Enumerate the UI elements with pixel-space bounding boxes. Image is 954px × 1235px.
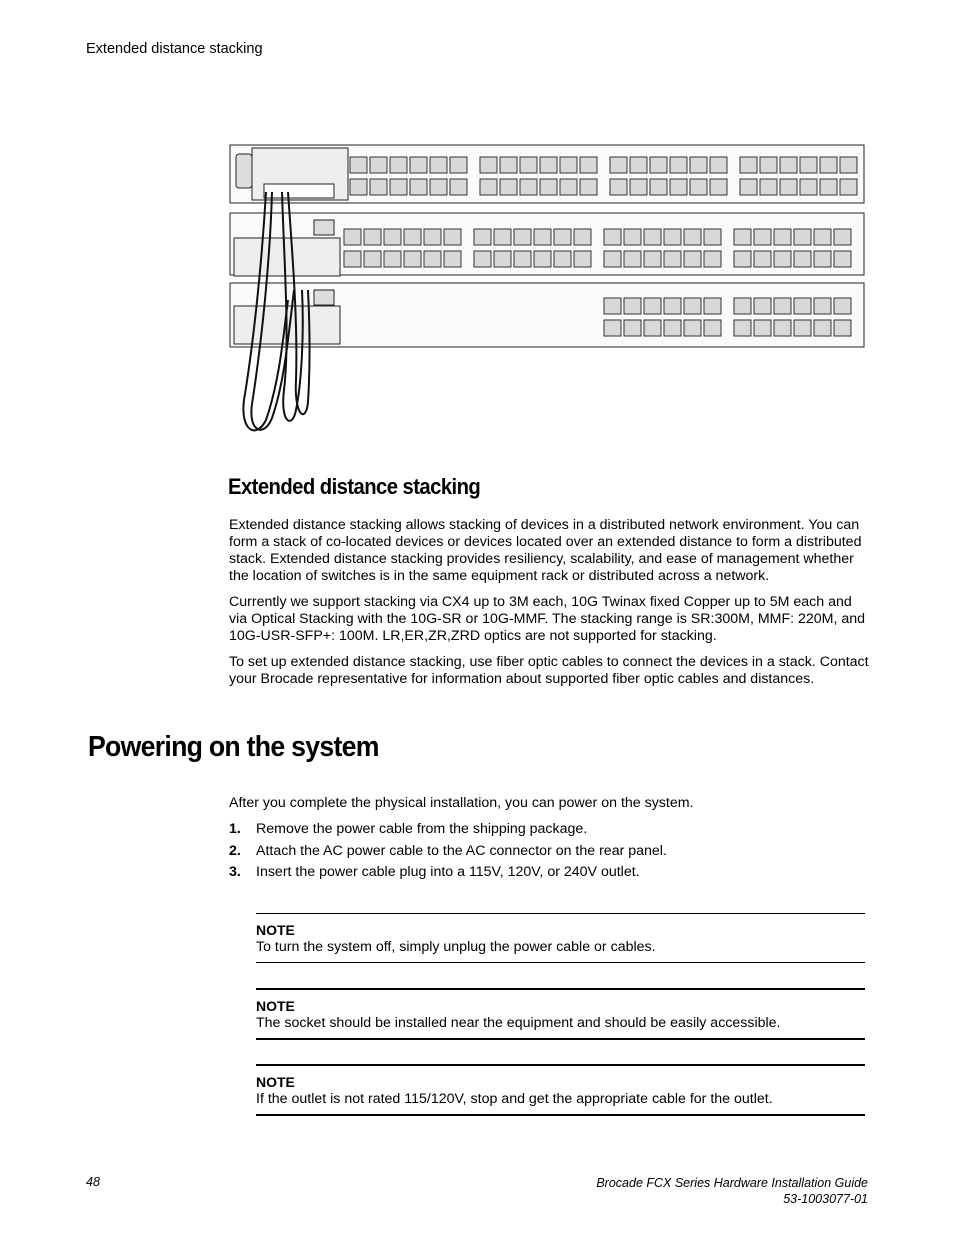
ethernet-port [684, 229, 701, 245]
ethernet-port [520, 179, 537, 195]
ethernet-port [514, 229, 531, 245]
ethernet-port [704, 298, 721, 314]
ethernet-port [800, 179, 817, 195]
ethernet-port [670, 179, 687, 195]
ethernet-port [704, 229, 721, 245]
steps-list [229, 821, 869, 886]
ethernet-port [814, 229, 831, 245]
footer-doc-info [596, 1175, 868, 1207]
running-header: Extended distance stacking [86, 41, 263, 57]
ethernet-port [474, 229, 491, 245]
ethernet-port [690, 179, 707, 195]
ethernet-port [684, 251, 701, 267]
ethernet-port [444, 251, 461, 267]
note-box [256, 1064, 865, 1116]
ethernet-port [390, 179, 407, 195]
doc-title: Brocade FCX Series Hardware Installation Guide [596, 1176, 868, 1190]
ethernet-port [684, 298, 701, 314]
ethernet-port [780, 157, 797, 173]
ethernet-port [410, 157, 427, 173]
ethernet-port [450, 157, 467, 173]
note-text: If the outlet is not rated 115/120V, stop and get the appropriate cable for the outlet. [256, 1091, 773, 1107]
ethernet-port [820, 179, 837, 195]
paragraph-3: To set up extended distance stacking, use fiber optic cables to connect the devices in a stack. Contact your Brocade representative for information about supported fiber optic cables and distances. [229, 654, 869, 687]
ethernet-port [664, 320, 681, 336]
ethernet-port [540, 157, 557, 173]
ethernet-port [664, 229, 681, 245]
doc-number: 53-1003077-01 [783, 1192, 868, 1206]
ethernet-port [814, 251, 831, 267]
ethernet-port [664, 298, 681, 314]
ethernet-port [500, 157, 517, 173]
ethernet-port [800, 157, 817, 173]
ethernet-port [670, 157, 687, 173]
page-number: 48 [86, 1175, 100, 1189]
ethernet-port [754, 229, 771, 245]
note-box [256, 913, 865, 963]
ethernet-port [540, 179, 557, 195]
ethernet-port [560, 179, 577, 195]
ethernet-port [734, 229, 751, 245]
paragraph-2: Currently we support stacking via CX4 up to 3M each, 10G Twinax fixed Copper up to 5M each and via Optical Stacking with the 10G-SR or 10G-MMF. The stacking range is SR:300M, MMF: 220M, and 10G-USR-SFP+: 100M. LR,ER,ZR,ZRD optics are not supported for stacking. [229, 594, 866, 644]
note-label: NOTE [256, 1074, 295, 1090]
ethernet-port [430, 157, 447, 173]
ethernet-port [644, 229, 661, 245]
paragraph-1: Extended distance stacking allows stacking of devices in a distributed network environment. You can form a stack of co-located devices or devices located over an extended distance to form a distributed stack. Extended distance stacking provides resiliency, scalability, and ease of management whether the location of switches is in the same equipment rack or distributed across a network. [229, 517, 862, 584]
ethernet-port [794, 320, 811, 336]
ethernet-port [774, 298, 791, 314]
ethernet-port [514, 251, 531, 267]
ethernet-port [494, 251, 511, 267]
step-text: Insert the power cable plug into a 115V, 120V, or 240V outlet. [256, 864, 640, 880]
ethernet-port [794, 251, 811, 267]
ethernet-port [604, 298, 621, 314]
ethernet-port [370, 157, 387, 173]
switch-unit-middle [230, 213, 864, 276]
ethernet-port [644, 320, 661, 336]
ethernet-port [404, 251, 421, 267]
ethernet-port [580, 179, 597, 195]
ethernet-port [534, 229, 551, 245]
ethernet-port [840, 157, 857, 173]
ethernet-port [424, 251, 441, 267]
ethernet-port [364, 251, 381, 267]
ethernet-port [774, 229, 791, 245]
ethernet-port [834, 229, 851, 245]
ethernet-port [740, 179, 757, 195]
ethernet-port [554, 229, 571, 245]
ethernet-port [630, 157, 647, 173]
step-number: 1. [229, 821, 241, 837]
ethernet-port [754, 298, 771, 314]
stacked-switches-figure [226, 140, 868, 440]
ethernet-port [574, 251, 591, 267]
ethernet-port [610, 157, 627, 173]
step-text: Remove the power cable from the shipping package. [256, 821, 588, 837]
ethernet-port [350, 179, 367, 195]
ethernet-port [560, 157, 577, 173]
ethernet-port [740, 157, 757, 173]
ethernet-port [430, 179, 447, 195]
step-number: 3. [229, 864, 241, 880]
ethernet-port [644, 298, 661, 314]
switch-unit-top [230, 145, 864, 203]
ethernet-port [710, 157, 727, 173]
ethernet-port [480, 157, 497, 173]
ethernet-port [780, 179, 797, 195]
step-item [229, 843, 869, 865]
ethernet-port [820, 157, 837, 173]
note-text: The socket should be installed near the equipment and should be easily accessible. [256, 1015, 781, 1031]
ethernet-port [384, 229, 401, 245]
ethernet-port [480, 179, 497, 195]
section-heading-extended-distance-stacking: Extended distance stacking [228, 474, 481, 499]
note-text: To turn the system off, simply unplug the power cable or cables. [256, 939, 656, 955]
step-item [229, 864, 869, 886]
ethernet-port [610, 179, 627, 195]
ethernet-port [604, 229, 621, 245]
ethernet-port [814, 320, 831, 336]
step-text: Attach the AC power cable to the AC connector on the rear panel. [256, 842, 667, 859]
ethernet-port [704, 320, 721, 336]
ethernet-port [734, 251, 751, 267]
ethernet-port [370, 179, 387, 195]
ethernet-port [500, 179, 517, 195]
ethernet-port [534, 251, 551, 267]
ethernet-port [624, 320, 641, 336]
ethernet-port [754, 251, 771, 267]
step-item [229, 821, 869, 843]
powering-intro: After you complete the physical installation, you can power on the system. [229, 795, 694, 811]
ethernet-port [410, 179, 427, 195]
ethernet-port [760, 179, 777, 195]
ethernet-port [734, 320, 751, 336]
ethernet-port [840, 179, 857, 195]
ethernet-port [574, 229, 591, 245]
ethernet-port [624, 298, 641, 314]
ethernet-port [390, 157, 407, 173]
ethernet-port [424, 229, 441, 245]
ethernet-port [734, 298, 751, 314]
ethernet-port [774, 320, 791, 336]
ethernet-port [580, 157, 597, 173]
ethernet-port [364, 229, 381, 245]
ethernet-port [604, 251, 621, 267]
ethernet-port [404, 229, 421, 245]
ethernet-port [554, 251, 571, 267]
ethernet-port [834, 251, 851, 267]
ethernet-port [690, 157, 707, 173]
ethernet-port [650, 157, 667, 173]
note-label: NOTE [256, 922, 295, 938]
ethernet-port [350, 157, 367, 173]
ethernet-port [774, 251, 791, 267]
ethernet-port [384, 251, 401, 267]
ethernet-port [520, 157, 537, 173]
ethernet-port [624, 251, 641, 267]
ethernet-port [450, 179, 467, 195]
ethernet-port [834, 298, 851, 314]
step-number: 2. [229, 842, 241, 859]
ethernet-port [344, 251, 361, 267]
ethernet-port [604, 320, 621, 336]
ethernet-port [794, 298, 811, 314]
section-heading-powering-on: Powering on the system [88, 731, 379, 763]
switch-unit-bottom [230, 283, 864, 347]
ethernet-port [684, 320, 701, 336]
ethernet-port [644, 251, 661, 267]
ethernet-port [760, 157, 777, 173]
ethernet-port [834, 320, 851, 336]
ethernet-port [704, 251, 721, 267]
ethernet-port [444, 229, 461, 245]
ethernet-port [754, 320, 771, 336]
ethernet-port [344, 229, 361, 245]
ethernet-port [710, 179, 727, 195]
ethernet-port [494, 229, 511, 245]
ethernet-port [474, 251, 491, 267]
ethernet-port [814, 298, 831, 314]
note-label: NOTE [256, 998, 295, 1014]
ethernet-port [624, 229, 641, 245]
ethernet-port [630, 179, 647, 195]
ethernet-port [664, 251, 681, 267]
note-box [256, 988, 865, 1040]
ethernet-port [650, 179, 667, 195]
ethernet-port [794, 229, 811, 245]
